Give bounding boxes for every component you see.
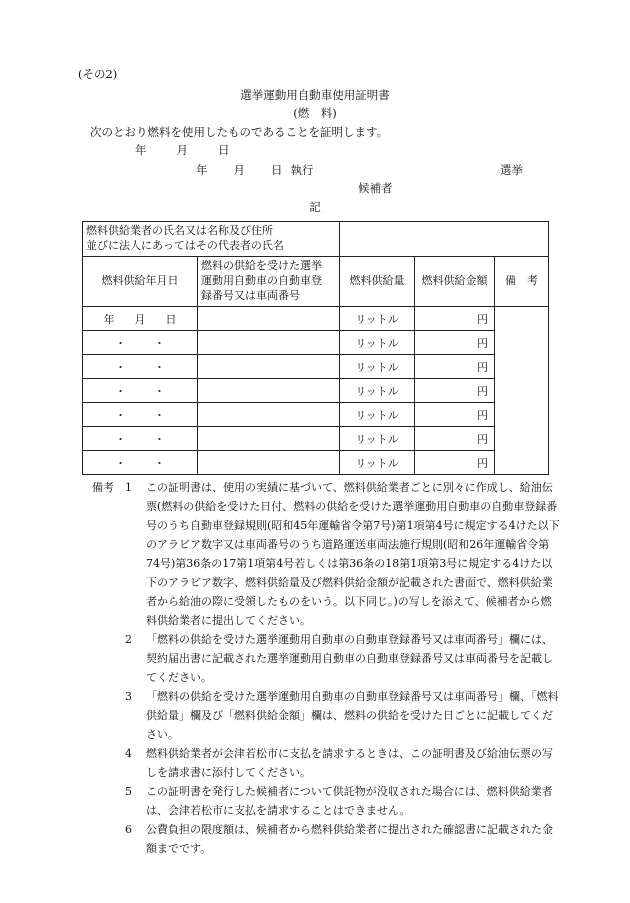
amount-cell[interactable] [415,427,495,451]
date-cell[interactable] [83,379,198,403]
amount-cell[interactable] [415,403,495,427]
yen-unit: 円 [477,456,488,470]
note-item-3 [92,687,562,744]
day-dot: ・ [154,360,165,374]
month-dot: ・ [115,360,126,374]
table-row [83,307,549,331]
note-item-5 [92,782,562,820]
quantity-cell[interactable] [340,403,415,427]
supplier-row [83,222,549,257]
header-remarks: 備 考 [495,257,549,307]
table-row [83,427,549,451]
supplier-label-line1: 燃料供給業者の氏名又は名称及び住所 [86,224,273,238]
date-day-label: 日 [218,143,230,157]
header-date: 燃料供給年月日 [83,257,198,307]
liter-unit: リットル [355,360,399,374]
month-dot: ・ [115,384,126,398]
vehicle-cell[interactable] [198,379,340,403]
day-dot: ・ [154,384,165,398]
day-dot: ・ [154,336,165,350]
note-number: 6 [125,823,132,836]
yen-unit: 円 [477,336,488,350]
quantity-cell[interactable] [340,355,415,379]
day-dot: ・ [154,408,165,422]
table-row [83,403,549,427]
quantity-cell[interactable] [340,427,415,451]
month-dot: ・ [115,408,126,422]
table-row [83,379,549,403]
table-row [83,331,549,355]
table-row [83,451,549,475]
quantity-cell[interactable] [340,307,415,331]
yen-unit: 円 [477,432,488,446]
quantity-cell[interactable] [340,451,415,475]
election-date [196,165,314,177]
election-year-label: 年 [196,163,208,177]
row-day-label: 日 [165,312,177,326]
election-executed-label: 執行 [290,163,314,177]
date-cell[interactable] [83,307,198,331]
amount-cell[interactable] [415,379,495,403]
supplier-label-cell [83,222,340,257]
date-cell[interactable] [83,355,198,379]
amount-cell[interactable] [415,355,495,379]
note-text: この証明書を発行した候補者について供託物が没収された場合には、燃料供給業者は、会津若松市に支払を請求することはできません。 [146,785,553,817]
date-month-label: 月 [176,143,188,157]
notes-label: 備考 [92,481,114,494]
quantity-cell[interactable] [340,331,415,355]
header-amount: 燃料供給金額 [415,257,495,307]
vehicle-cell[interactable] [198,307,340,331]
header-vehicle-line3: 録番号又は車両番号 [201,288,300,302]
note-item-2 [92,630,562,687]
date-cell[interactable] [83,403,198,427]
note-text: 「燃料の供給を受けた選挙運動用自動車の自動車登録番号又は車両番号」欄には、契約届出書に記載された選挙運動用自動車の自動車登録番号又は車両番号を記載してください。 [146,633,553,684]
liter-unit: リットル [355,432,399,446]
month-dot: ・ [115,336,126,350]
liter-unit: リットル [355,408,399,422]
fuel-supply-table [82,221,549,475]
note-text: 燃料供給業者が会津若松市に支払を請求するときは、この証明書及び給油伝票の写しを請求書に添付してください。 [146,747,553,779]
note-number: 1 [125,481,132,494]
note-number: 4 [125,747,132,760]
yen-unit: 円 [477,408,488,422]
election-day-label: 日 [271,163,283,177]
note-item-1 [92,478,562,630]
day-dot: ・ [154,456,165,470]
note-number: 5 [125,785,132,798]
yen-unit: 円 [477,360,488,374]
certification-statement: 次のとおり燃料を使用したものであることを証明します。 [90,125,389,139]
amount-cell[interactable] [415,307,495,331]
supplier-value-cell[interactable] [340,222,549,257]
vehicle-cell[interactable] [198,403,340,427]
amount-cell[interactable] [415,331,495,355]
note-item-6 [92,820,562,858]
vehicle-cell[interactable] [198,427,340,451]
note-number: 2 [125,633,132,646]
vehicle-cell[interactable] [198,451,340,475]
note-text: この証明書は、使用の実績に基づいて、燃料供給業者ごとに別々に作成し、給油伝票(燃料の供給を受けた日付、燃料の供給を受けた選挙運動用自動車の自動車登録番号のうち自動車登録規則(昭和45年運輸省令第7号)第1項第4号に規定する4けた以下のアラビア数字又は車両番号のうち道路運送車両法施行規則(昭和26年運輸省令第74号)第36条の17第1項第4号若しくは第36条の18第1項第3号に規定する4けた以下のアラビア数字、燃料供給量及び燃料供給金額が記載された書面で、燃料供給業者から給油の際に受領したものをいう。以下同じ。)の写しを添えて、候補者から燃料供給業者に提出してください。 [146,481,560,627]
header-vehicle-line2: 運動用自動車の自動車登 [201,274,322,288]
date-cell[interactable] [83,331,198,355]
header-vehicle-line1: 燃料の供給を受けた選挙 [201,259,322,273]
notes-section [92,478,562,858]
document-title: 選挙運動用自動車使用証明書 [240,88,390,102]
remarks-cell[interactable] [495,307,549,475]
yen-unit: 円 [477,312,488,326]
liter-unit: リットル [355,384,399,398]
note-item-4 [92,744,562,782]
yen-unit: 円 [477,384,488,398]
document-subtitle: (燃 料) [293,106,337,120]
table-row [83,355,549,379]
form-number: (その2) [78,67,118,81]
date-year-label: 年 [135,143,147,157]
day-dot: ・ [154,432,165,446]
row-month-label: 月 [134,312,146,326]
certification-date [135,145,230,157]
amount-cell[interactable] [415,451,495,475]
candidate-label: 候補者 [358,181,393,195]
vehicle-cell[interactable] [198,355,340,379]
supplier-label-line2: 並びに法人にあってはその代表者の氏名 [86,239,284,252]
note-number: 3 [125,690,132,703]
header-vehicle [198,257,340,307]
header-row [83,257,549,307]
vehicle-cell[interactable] [198,331,340,355]
header-quantity: 燃料供給量 [340,257,415,307]
election-month-label: 月 [233,163,245,177]
row-year-label: 年 [103,312,115,326]
month-dot: ・ [115,432,126,446]
note-text: 「燃料の供給を受けた選挙運動用自動車の自動車登録番号又は車両番号」欄、「燃料供給量」欄及び「燃料供給金額」欄は、燃料の供給を受けた日ごとに記載してください。 [146,690,559,741]
note-text: 公費負担の限度額は、候補者から燃料供給業者に提出された確認書に記載された金額までです。 [146,823,553,855]
ki-label: 記 [309,200,321,214]
election-type-label: 選挙 [500,163,523,177]
quantity-cell[interactable] [340,379,415,403]
liter-unit: リットル [355,456,399,470]
liter-unit: リットル [355,312,399,326]
date-cell[interactable] [83,427,198,451]
month-dot: ・ [115,456,126,470]
date-cell[interactable] [83,451,198,475]
liter-unit: リットル [355,336,399,350]
